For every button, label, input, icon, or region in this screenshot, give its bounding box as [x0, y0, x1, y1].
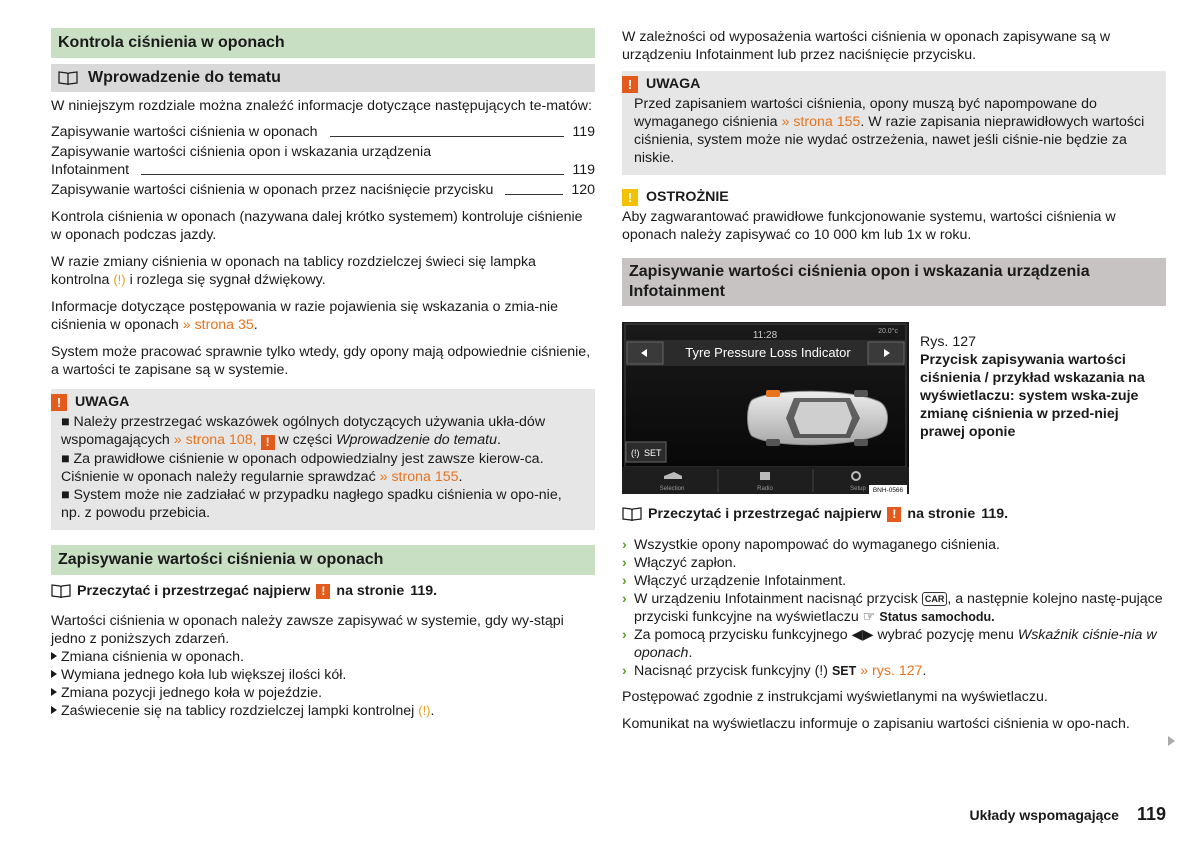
infotainment-screen — [622, 322, 909, 494]
toc-item-label: Zapisywanie wartości ciśnienia w oponach przez naciśnięcie przycisku — [51, 182, 494, 198]
caution-box — [622, 184, 1166, 244]
toc-item-page: 119 — [572, 124, 595, 140]
page-footer — [970, 805, 1166, 824]
figure-caption-text: Przycisk zapisywania wartości ciśnienia / przykład wskazania na wyświetlaczu: system wska-zuje zmianę ciśnienia w przed-niej prawej oponie — [920, 352, 1145, 440]
toc-item[interactable] — [51, 181, 595, 199]
figure-label: Rys. 127 — [920, 334, 976, 350]
chevron-right-icon: › — [622, 555, 627, 571]
car-top-view-icon — [748, 390, 888, 446]
step: › Włączyć zapłon. — [622, 555, 737, 571]
paragraph-text: Informacje dotyczące postępowania w razie pojawienia się wskazania o zmia-nie ciśnienia w oponach — [51, 299, 559, 333]
chapter-name: Układy wspomagające — [969, 807, 1119, 823]
chevron-right-icon: › — [622, 627, 627, 643]
toc-leader — [505, 194, 563, 195]
figure-code: BNH-0566 — [872, 487, 904, 494]
paragraph: Postępować zgodnie z instrukcjami wyświetlanymi na wyświetlaczu. — [622, 689, 1048, 705]
step: › Wszystkie opony napompować do wymaganego ciśnienia. — [622, 537, 1000, 553]
figure-link[interactable]: » rys. 127 — [860, 663, 923, 679]
step: › Za pomocą przycisku funkcyjnego ◀▶ wybrać pozycję menu Wskaźnik ciśnie-nia w oponach. — [622, 627, 1157, 661]
continue-arrow-icon — [1168, 736, 1175, 746]
read-first-line: Przeczytać i przestrzegać najpierw ! na stronie 119. — [622, 505, 1166, 523]
tpms-warning-icon: (!) — [418, 703, 431, 718]
toc-leader — [141, 174, 564, 175]
page-link[interactable]: » strona 155 — [379, 469, 459, 485]
toc-item-page: 119 — [572, 162, 595, 178]
warning-box — [622, 71, 1166, 175]
book-icon — [58, 71, 78, 85]
page-ref[interactable]: 119. — [410, 583, 438, 599]
list-item: Wymiana jednego koła lub większej ilości kół. — [51, 666, 595, 684]
right-column-lower — [622, 505, 1166, 733]
toc-leader — [330, 136, 565, 137]
paragraph: Informacje dotyczące postępowania w razie pojawienia się wskazania o zmia-nie ciśnienia w oponach » strona 35. — [51, 299, 559, 333]
chevron-right-icon: › — [622, 573, 627, 589]
warning-title — [51, 389, 595, 413]
triangle-bullet-icon — [51, 688, 57, 696]
toc-item-label: Zapisywanie wartości ciśnienia w oponach — [51, 124, 318, 140]
tpms-warning-icon: (!) — [113, 272, 126, 287]
figure-caption — [920, 333, 1166, 441]
toc — [51, 123, 595, 199]
step: › W urządzeniu Infotainment nacisnąć przycisk CAR , a następnie kolejno nastę-pujące przyciski funkcyjne na wyświetlaczu ☞ Status samochodu. — [622, 591, 1163, 625]
paragraph: System może pracować sprawnie tylko wtedy, gdy opony mają odpowiednie ciśnienie, a wartości te zapisane są w systemie. — [51, 344, 591, 378]
intro-heading-text: Wprowadzenie do tematu — [88, 69, 281, 86]
caution-title-text: OSTROŻNIE — [646, 189, 729, 205]
triangle-bullet-icon — [51, 652, 57, 660]
chevron-right-icon: › — [622, 591, 627, 607]
book-icon — [51, 584, 71, 598]
toc-item-label-cont: Infotainment — [51, 162, 130, 178]
left-right-arrows-icon: ◀▶ — [851, 627, 874, 643]
toc-item-label: Zapisywanie wartości ciśnienia opon i wskazania urządzenia — [51, 144, 432, 160]
paragraph: Kontrola ciśnienia w oponach (nazywana dalej krótko systemem) kontroluje ciśnienie w oponach podczas jazdy. — [51, 209, 583, 243]
toc-item[interactable] — [51, 123, 595, 141]
paragraph-text: i rozlega się sygnał dźwiękowy. — [129, 272, 326, 288]
event-list — [51, 648, 595, 720]
warning-box — [51, 389, 595, 530]
step: › Włączyć urządzenie Infotainment. — [622, 573, 847, 589]
list-item: Zmiana ciśnienia w oponach. — [51, 648, 595, 666]
svg-text:Setup: Setup — [850, 486, 866, 492]
steps-list — [622, 536, 1166, 680]
warning-title-text: UWAGA — [75, 394, 130, 410]
warning-icon: ! — [887, 507, 901, 522]
tpms-icon: (!) — [814, 663, 828, 679]
screen-title: Tyre Pressure Loss Indicator — [685, 345, 851, 360]
warning-icon: ! — [316, 584, 330, 599]
caution-text: Aby zagwarantować prawidłowe funkcjonowanie systemu, wartości ciśnienia w oponach należy zapisywać co 10 000 km lub 1x w roku. — [622, 209, 1116, 243]
read-first-line: Przeczytać i przestrzegać najpierw ! na stronie 119. — [51, 582, 595, 600]
list-item: Zaświecenie się na tablicy rozdzielczej lampki kontrolnej (!). — [51, 702, 595, 720]
warning-text: Przed zapisaniem wartości ciśnienia, opony muszą być napompowane do wymaganego ciśnienia » strona 155. W razie zapisania nieprawidłowych wartości ciśnienia, system może nie wydać ostrzeżenia, nawet jeśli ciśnie-nie będzie za niskie. — [634, 96, 1145, 166]
toc-item-page: 120 — [571, 182, 595, 198]
hand-press-icon: ☞ — [862, 609, 876, 625]
section-title-infotainment: Zapisywanie wartości ciśnienia opon i wskazania urządzenia Infotainment — [622, 258, 1166, 306]
radio-icon — [760, 472, 770, 480]
chevron-right-icon: › — [622, 663, 627, 679]
svg-text:Radio: Radio — [757, 486, 773, 492]
warning-item: ■ Za prawidłowe ciśnienie w oponach odpowiedzialny jest zawsze kierow-ca. Ciśnienie w oponach należy regularnie sprawdzać » strona 155. — [61, 451, 544, 485]
paragraph-text: W razie zmiany ciśnienia w oponach na tablicy rozdzielczej świeci się lampka kontrolna — [51, 254, 536, 288]
section-title-save: Zapisywanie wartości ciśnienia w oponach — [51, 545, 595, 575]
list-item: Zmiana pozycji jednego koła w pojeździe. — [51, 684, 595, 702]
clock: 11:28 — [752, 330, 778, 341]
set-label: SET — [644, 448, 662, 458]
warning-item: ■ Należy przestrzegać wskazówek ogólnych dotyczących używania ukła-dów wspomagających » strona 108, ! w części Wprowadzenie do tematu. — [61, 414, 546, 449]
page-link[interactable]: » strona 155 — [781, 114, 861, 130]
paragraph: W zależności od wyposażenia wartości ciśnienia w oponach zapisywane są w urządzeniu Infotainment lub przez naciśnięcie przycisku. — [622, 29, 1111, 63]
intro-text: W niniejszym rozdziale można znaleźć informacje dotyczące następujących te-matów: — [51, 98, 592, 114]
book-icon — [622, 507, 642, 521]
warning-icon: ! — [51, 394, 67, 411]
car-button-icon: CAR — [922, 592, 948, 606]
page-link[interactable]: » strona 108, — [173, 432, 257, 448]
paragraph: Wartości ciśnienia w oponach należy zawsze zapisywać w systemie, gdy wy-stąpi jedno z poniższych zdarzeń. — [51, 613, 564, 647]
caution-title — [622, 184, 1166, 208]
page-ref[interactable]: 119. — [981, 506, 1009, 522]
step: › Nacisnąć przycisk funkcyjny (!) SET » rys. 127. — [622, 663, 927, 679]
caution-icon: ! — [622, 189, 638, 206]
paragraph — [51, 253, 595, 289]
front-right-tyre-warning — [766, 390, 780, 397]
infotainment-screen-figure — [622, 322, 909, 494]
triangle-bullet-icon — [51, 670, 57, 678]
chevron-right-icon: › — [622, 537, 627, 553]
section-title-tpms: Kontrola ciśnienia w oponach — [51, 28, 595, 58]
warning-icon: ! — [261, 435, 275, 450]
intro-heading — [51, 64, 595, 92]
page-link[interactable]: » strona 35 — [182, 317, 254, 333]
warning-title-text: UWAGA — [646, 76, 701, 92]
page-number: 119 — [1136, 804, 1166, 824]
paragraph: Komunikat na wyświetlaczu informuje o zapisaniu wartości ciśnienia w opo-nach. — [622, 716, 1130, 732]
temperature: 20.0°c — [878, 328, 898, 335]
warning-icon: ! — [622, 76, 638, 93]
warning-item: ■ System może nie zadziałać w przypadku nagłego spadku ciśnienia w opo-nie, np. z powodu przebicia. — [61, 487, 562, 521]
left-column — [51, 28, 595, 720]
toc-item[interactable] — [51, 143, 595, 179]
tpms-icon: (!) — [631, 448, 640, 458]
warning-title — [622, 71, 1154, 95]
svg-text:Selection: Selection — [659, 486, 685, 492]
right-column — [622, 28, 1166, 306]
triangle-bullet-icon — [51, 706, 57, 714]
